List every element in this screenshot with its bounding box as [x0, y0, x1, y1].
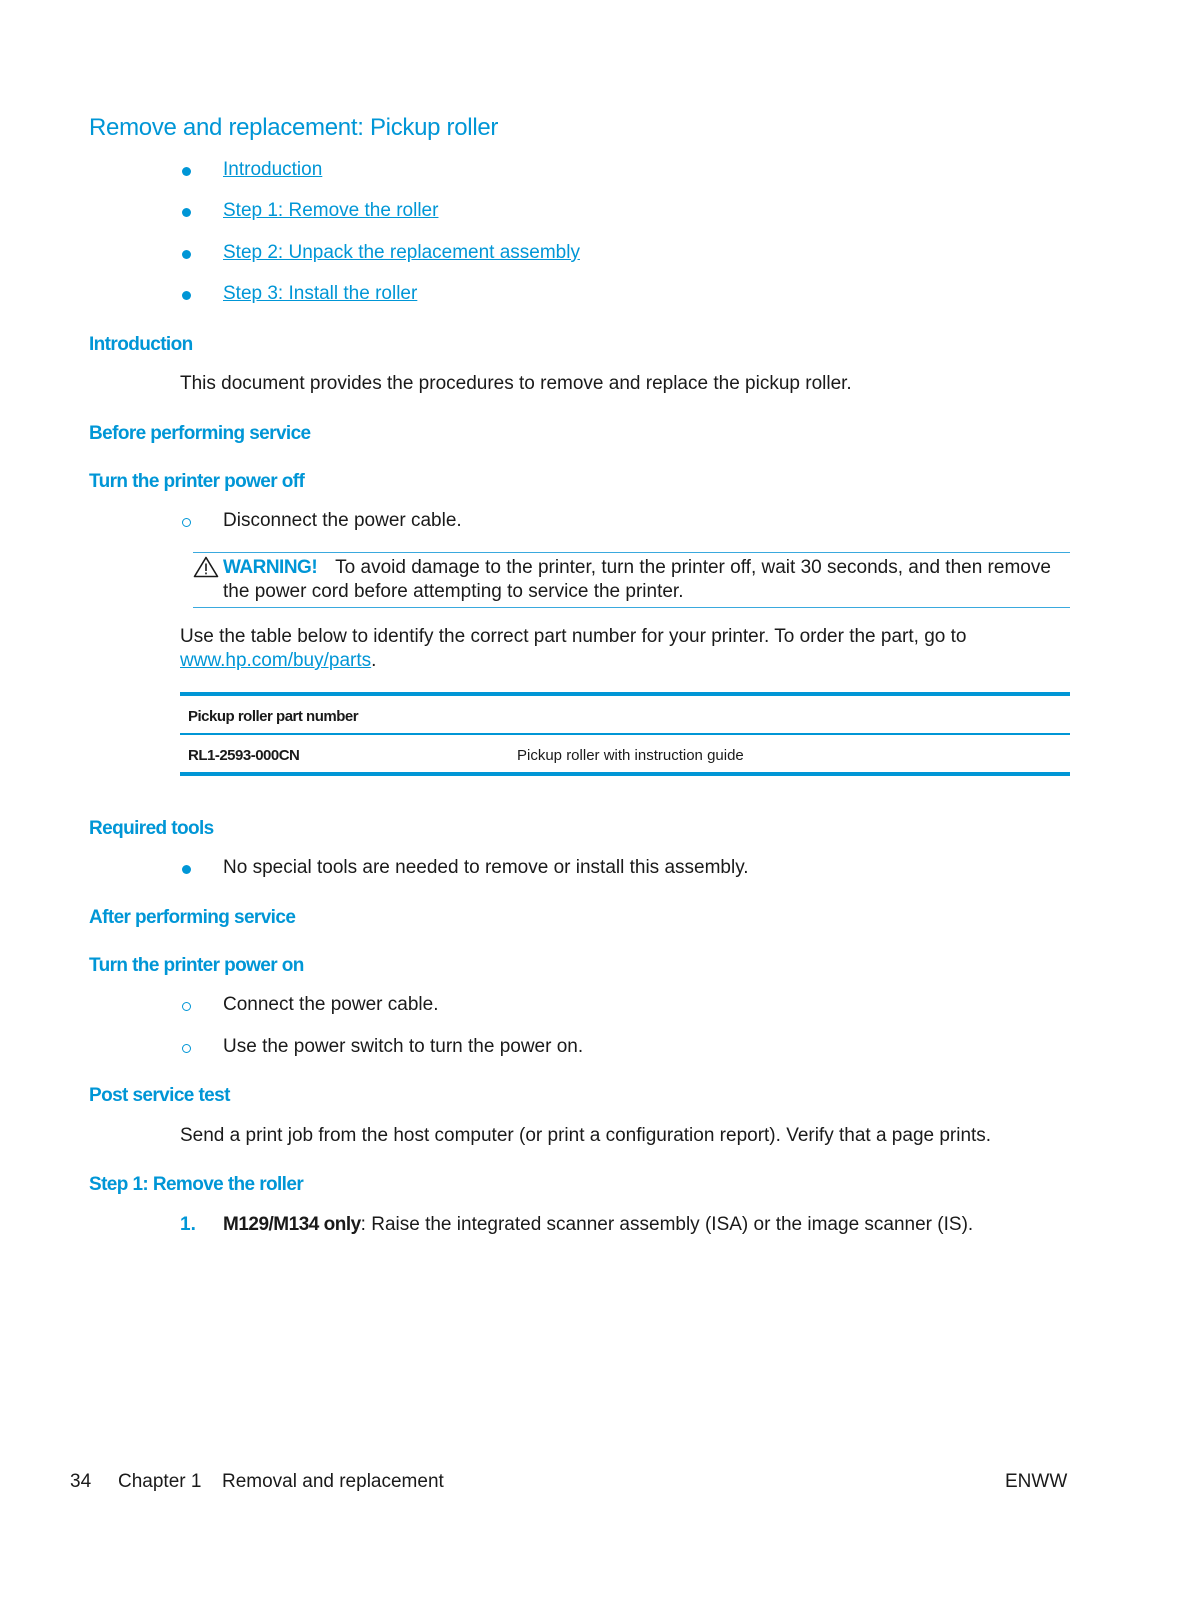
step-number: 1.	[180, 1214, 196, 1235]
part-number: RL1-2593-000CN	[188, 747, 300, 764]
warning-box	[193, 552, 1070, 608]
circle-bullet-icon	[182, 1002, 191, 1011]
step1-heading: Step 1: Remove the roller	[89, 1174, 304, 1195]
toc-link-introduction[interactable]: Introduction	[223, 159, 323, 180]
table-bottom-rule	[180, 772, 1070, 776]
footer-locale: ENWW	[1005, 1471, 1068, 1492]
footer-chapter: Chapter 1	[118, 1471, 202, 1492]
parts-table	[180, 692, 1070, 776]
warning-triangle-icon	[193, 556, 219, 578]
footer-chapter-title: Removal and replacement	[222, 1471, 444, 1492]
page-title: Remove and replacement: Pickup roller	[89, 114, 499, 141]
bullet-icon	[182, 865, 191, 874]
table-row	[180, 735, 1070, 772]
before-service-heading: Before performing service	[89, 423, 311, 444]
bullet-icon	[182, 167, 191, 176]
parts-link[interactable]: www.hp.com/buy/parts	[180, 650, 372, 671]
bullet-icon	[182, 250, 191, 259]
toc-link-step1[interactable]: Step 1: Remove the roller	[223, 200, 439, 221]
table-intro: Use the table below to identify the correct part number for your printer. To order the part, go to www.hp.com/buy/parts.	[180, 626, 967, 671]
introduction-heading: Introduction	[89, 334, 193, 355]
power-on-subheading: Turn the printer power on	[89, 955, 304, 976]
after-service-heading: After performing service	[89, 907, 296, 928]
circle-bullet-icon	[182, 1044, 191, 1053]
part-description: Pickup roller with instruction guide	[517, 747, 744, 764]
toc-link-step2[interactable]: Step 2: Unpack the replacement assembly	[223, 242, 580, 263]
post-service-heading: Post service test	[89, 1085, 230, 1106]
circle-bullet-icon	[182, 518, 191, 527]
page-number: 34	[70, 1471, 92, 1492]
table-header: Pickup roller part number	[188, 708, 359, 725]
bullet-icon	[182, 208, 191, 217]
introduction-text: This document provides the procedures to remove and replace the pickup roller.	[180, 373, 852, 394]
bullet-icon	[182, 291, 191, 300]
step-model: M129/M134 only	[223, 1214, 361, 1235]
power-off-subheading: Turn the printer power off	[89, 471, 305, 492]
post-service-text: Send a print job from the host computer (or print a configuration report). Verify that a page prints.	[180, 1125, 992, 1146]
step-text: : Raise the integrated scanner assembly (ISA) or the image scanner (IS).	[360, 1214, 974, 1235]
required-tools-heading: Required tools	[89, 818, 214, 839]
warning-text-block	[223, 556, 1053, 604]
toc-link-step3[interactable]: Step 3: Install the roller	[223, 283, 418, 304]
warning-message: To avoid damage to the printer, turn the printer off, wait 30 seconds, and then remove the power cord before attempting to service the printer.	[223, 557, 1051, 602]
warning-label: WARNING!	[223, 557, 318, 578]
table-header-row	[180, 696, 1070, 733]
